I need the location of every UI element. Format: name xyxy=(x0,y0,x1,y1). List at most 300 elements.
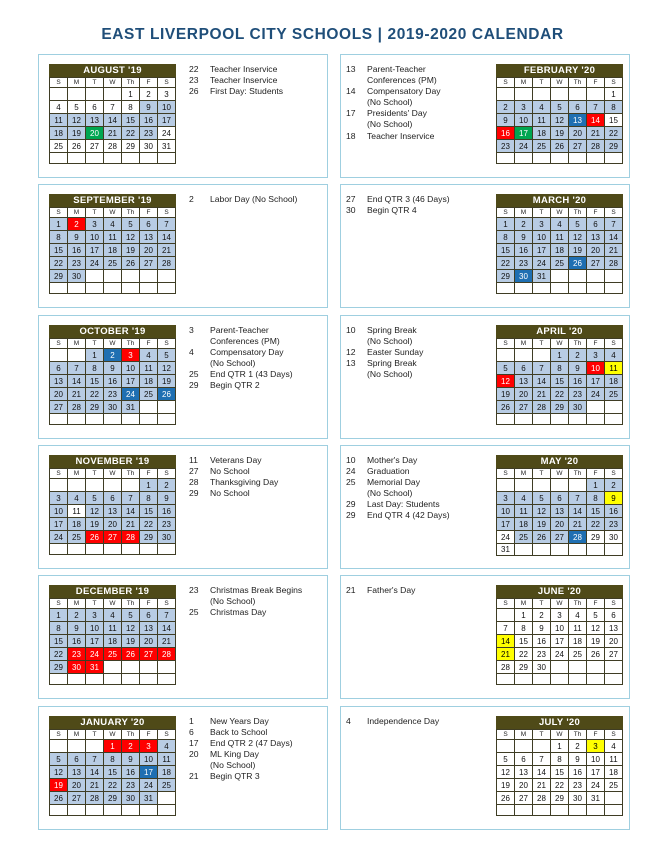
event-note xyxy=(189,771,293,782)
event-date xyxy=(346,119,367,130)
day-cell: 4 xyxy=(569,609,587,622)
day-header: Th xyxy=(122,469,140,479)
day-header: F xyxy=(140,599,158,609)
week-row xyxy=(497,127,623,140)
day-header: W xyxy=(551,339,569,349)
event-text: Teacher Inservice xyxy=(210,75,278,86)
empty-cell xyxy=(122,674,140,685)
week-row xyxy=(497,388,623,401)
event-text: Teacher Inservice xyxy=(210,64,278,74)
day-cell: 6 xyxy=(605,609,623,622)
week-row xyxy=(497,349,623,362)
month-grid xyxy=(49,468,176,555)
day-cell: 25 xyxy=(515,531,533,544)
day-cell: 14 xyxy=(533,766,551,779)
day-cell: 10 xyxy=(551,622,569,635)
right-month-panel xyxy=(340,184,630,308)
day-cell: 19 xyxy=(587,635,605,648)
event-notes xyxy=(189,716,293,783)
day-header: S xyxy=(497,78,515,88)
event-text: No School xyxy=(210,488,250,499)
day-header: S xyxy=(50,78,68,88)
day-cell: 18 xyxy=(515,518,533,531)
event-text: Christmas Break Begins xyxy=(210,585,303,595)
day-header: S xyxy=(497,208,515,218)
day-cell: 17 xyxy=(587,766,605,779)
day-cell: 3 xyxy=(50,492,68,505)
empty-cell xyxy=(533,805,551,816)
empty-cell xyxy=(587,674,605,685)
empty-cell xyxy=(587,153,605,164)
month-grid xyxy=(496,77,623,164)
empty-cell xyxy=(86,153,104,164)
day-cell: 3 xyxy=(587,349,605,362)
day-cell: 26 xyxy=(551,140,569,153)
day-cell: 21 xyxy=(68,388,86,401)
event-date: 22 xyxy=(189,64,199,74)
day-cell: 11 xyxy=(551,231,569,244)
day-cell: 19 xyxy=(50,779,68,792)
day-header-row xyxy=(497,208,623,218)
day-header: T xyxy=(86,730,104,740)
day-cell: 1 xyxy=(122,88,140,101)
day-cell: 15 xyxy=(86,375,104,388)
empty-cell xyxy=(122,661,140,674)
month-title: JULY '20 xyxy=(496,716,623,729)
empty-cell xyxy=(68,349,86,362)
day-cell: 1 xyxy=(587,479,605,492)
day-header: S xyxy=(50,469,68,479)
week-row xyxy=(497,648,623,661)
empty-cell xyxy=(587,270,605,283)
day-cell: 1 xyxy=(50,218,68,231)
empty-cell xyxy=(515,414,533,425)
day-cell: 13 xyxy=(587,231,605,244)
empty-cell xyxy=(158,805,176,816)
day-cell: 20 xyxy=(68,779,86,792)
day-cell: 31 xyxy=(158,140,176,153)
day-cell: 2 xyxy=(569,740,587,753)
event-date: 21 xyxy=(346,585,356,595)
month-title: SEPTEMBER '19 xyxy=(49,194,176,207)
day-cell: 29 xyxy=(551,401,569,414)
event-date: 28 xyxy=(189,477,199,488)
day-header: W xyxy=(551,78,569,88)
calendar-grid xyxy=(38,54,631,830)
empty-cell xyxy=(68,153,86,164)
week-row xyxy=(50,231,176,244)
empty-cell xyxy=(104,153,122,164)
week-row xyxy=(50,505,176,518)
day-cell: 7 xyxy=(122,492,140,505)
day-cell: 24 xyxy=(497,531,515,544)
day-cell: 25 xyxy=(533,140,551,153)
event-note xyxy=(346,499,450,510)
event-note xyxy=(346,585,415,596)
day-cell: 28 xyxy=(158,648,176,661)
day-header: M xyxy=(68,599,86,609)
event-date: 12 xyxy=(346,347,356,358)
month-calendar xyxy=(496,455,623,556)
day-header-row xyxy=(497,469,623,479)
day-cell: 29 xyxy=(587,531,605,544)
month-title: APRIL '20 xyxy=(496,325,623,338)
event-note xyxy=(346,75,441,86)
day-cell: 27 xyxy=(587,257,605,270)
day-cell: 8 xyxy=(515,622,533,635)
event-date: 29 xyxy=(346,499,356,510)
day-cell: 17 xyxy=(515,127,533,140)
day-cell: 23 xyxy=(158,518,176,531)
day-cell: 29 xyxy=(515,661,533,674)
day-cell: 29 xyxy=(50,661,68,674)
day-cell: 23 xyxy=(68,257,86,270)
day-header: S xyxy=(158,78,176,88)
day-cell: 15 xyxy=(50,244,68,257)
empty-cell xyxy=(551,283,569,294)
day-cell: 24 xyxy=(140,779,158,792)
day-cell: 17 xyxy=(140,766,158,779)
empty-cell xyxy=(569,544,587,556)
empty-cell xyxy=(104,283,122,294)
day-cell: 4 xyxy=(158,740,176,753)
day-cell: 16 xyxy=(515,244,533,257)
day-cell: 18 xyxy=(104,244,122,257)
week-row xyxy=(497,766,623,779)
day-cell: 16 xyxy=(497,127,515,140)
day-cell: 6 xyxy=(140,218,158,231)
day-cell: 12 xyxy=(122,622,140,635)
event-date: 11 xyxy=(189,455,198,465)
event-note xyxy=(189,75,283,86)
event-date: 29 xyxy=(189,380,199,391)
day-cell: 30 xyxy=(533,661,551,674)
day-cell: 24 xyxy=(158,127,176,140)
week-row xyxy=(50,648,176,661)
week-row xyxy=(50,257,176,270)
day-header: S xyxy=(605,208,623,218)
day-header: Th xyxy=(569,730,587,740)
empty-cell xyxy=(551,414,569,425)
week-row xyxy=(50,401,176,414)
day-cell: 26 xyxy=(50,792,68,805)
day-cell: 27 xyxy=(104,531,122,544)
empty-cell xyxy=(104,674,122,685)
empty-cell xyxy=(104,414,122,425)
day-cell: 27 xyxy=(551,531,569,544)
day-cell: 1 xyxy=(104,740,122,753)
day-header: W xyxy=(104,208,122,218)
day-cell: 28 xyxy=(605,257,623,270)
empty-cell xyxy=(68,479,86,492)
event-text: Spring Break xyxy=(367,358,417,369)
week-row xyxy=(50,740,176,753)
event-note xyxy=(189,738,293,749)
day-cell: 5 xyxy=(497,753,515,766)
day-cell: 9 xyxy=(104,362,122,375)
event-text: Presidents' Day xyxy=(367,108,427,119)
day-cell: 7 xyxy=(68,362,86,375)
empty-cell xyxy=(140,283,158,294)
day-cell: 21 xyxy=(158,635,176,648)
day-header: Th xyxy=(122,730,140,740)
empty-cell xyxy=(605,661,623,674)
day-cell: 13 xyxy=(551,505,569,518)
event-note xyxy=(346,510,450,521)
empty-cell xyxy=(86,270,104,283)
day-cell: 28 xyxy=(86,792,104,805)
day-cell: 10 xyxy=(515,114,533,127)
empty-cell xyxy=(140,153,158,164)
empty-cell xyxy=(551,805,569,816)
day-cell: 9 xyxy=(140,101,158,114)
day-cell: 20 xyxy=(86,127,104,140)
day-header: S xyxy=(158,469,176,479)
event-date: 14 xyxy=(346,86,356,97)
day-cell: 2 xyxy=(497,101,515,114)
day-cell: 17 xyxy=(86,244,104,257)
day-cell: 13 xyxy=(515,375,533,388)
day-cell: 21 xyxy=(533,388,551,401)
event-note xyxy=(346,455,450,466)
day-cell: 9 xyxy=(515,231,533,244)
day-cell: 9 xyxy=(497,114,515,127)
day-cell: 26 xyxy=(497,792,515,805)
day-cell: 22 xyxy=(50,257,68,270)
day-cell: 13 xyxy=(515,766,533,779)
empty-cell xyxy=(533,88,551,101)
day-cell: 5 xyxy=(86,492,104,505)
empty-cell xyxy=(533,414,551,425)
event-date xyxy=(189,760,210,771)
day-cell: 20 xyxy=(587,244,605,257)
empty-cell xyxy=(569,674,587,685)
week-row xyxy=(497,753,623,766)
empty-cell xyxy=(533,674,551,685)
day-cell: 9 xyxy=(68,231,86,244)
event-text: Veterans Day xyxy=(210,455,262,465)
empty-cell xyxy=(86,674,104,685)
day-cell: 18 xyxy=(533,127,551,140)
event-text: Compensatory Day xyxy=(210,347,284,358)
empty-cell xyxy=(533,479,551,492)
event-note xyxy=(346,347,423,358)
day-cell: 10 xyxy=(50,505,68,518)
day-cell: 17 xyxy=(122,375,140,388)
event-notes xyxy=(189,585,302,618)
day-header: Th xyxy=(569,208,587,218)
day-header: F xyxy=(587,339,605,349)
day-cell: 14 xyxy=(68,375,86,388)
month-title: NOVEMBER '19 xyxy=(49,455,176,468)
week-row xyxy=(50,375,176,388)
day-cell: 14 xyxy=(587,114,605,127)
day-cell: 4 xyxy=(551,218,569,231)
month-grid xyxy=(49,77,176,164)
day-cell: 3 xyxy=(497,492,515,505)
day-cell: 22 xyxy=(551,779,569,792)
day-cell: 6 xyxy=(140,609,158,622)
event-date: 26 xyxy=(189,86,199,97)
day-cell: 6 xyxy=(68,753,86,766)
event-date: 4 xyxy=(189,347,194,358)
empty-cell xyxy=(497,740,515,753)
day-cell: 14 xyxy=(122,505,140,518)
empty-cell xyxy=(551,674,569,685)
event-date: 4 xyxy=(346,716,351,726)
event-text: Conferences (PM) xyxy=(210,336,280,347)
day-cell: 23 xyxy=(497,140,515,153)
day-header: Th xyxy=(122,208,140,218)
day-cell: 24 xyxy=(587,779,605,792)
month-grid xyxy=(496,338,623,425)
empty-cell xyxy=(158,661,176,674)
event-note xyxy=(346,205,450,216)
empty-cell xyxy=(497,479,515,492)
week-row xyxy=(497,244,623,257)
day-cell: 10 xyxy=(140,753,158,766)
day-header: Th xyxy=(569,78,587,88)
week-row xyxy=(50,674,176,685)
day-header: W xyxy=(104,469,122,479)
event-note xyxy=(189,86,283,97)
day-cell: 7 xyxy=(497,622,515,635)
day-cell: 12 xyxy=(68,114,86,127)
day-cell: 20 xyxy=(551,518,569,531)
empty-cell xyxy=(515,349,533,362)
day-header-row xyxy=(497,599,623,609)
day-cell: 30 xyxy=(104,401,122,414)
day-cell: 19 xyxy=(533,518,551,531)
day-cell: 3 xyxy=(86,218,104,231)
day-cell: 2 xyxy=(140,88,158,101)
day-header: F xyxy=(587,208,605,218)
day-cell: 23 xyxy=(569,388,587,401)
week-row xyxy=(50,779,176,792)
day-header: W xyxy=(551,469,569,479)
event-note xyxy=(189,347,293,358)
day-cell: 15 xyxy=(140,505,158,518)
empty-cell xyxy=(68,88,86,101)
day-header: M xyxy=(515,78,533,88)
week-row xyxy=(497,792,623,805)
month-title: AUGUST '19 xyxy=(49,64,176,77)
event-note xyxy=(346,369,423,380)
month-grid xyxy=(496,729,623,816)
day-cell: 9 xyxy=(68,622,86,635)
day-cell: 30 xyxy=(515,270,533,283)
week-row xyxy=(497,401,623,414)
day-cell: 18 xyxy=(140,375,158,388)
empty-cell xyxy=(50,740,68,753)
week-row xyxy=(50,753,176,766)
week-row xyxy=(50,114,176,127)
day-cell: 4 xyxy=(104,218,122,231)
day-header: M xyxy=(515,730,533,740)
event-text: Mother's Day xyxy=(367,455,418,465)
empty-cell xyxy=(122,283,140,294)
day-cell: 4 xyxy=(605,349,623,362)
day-header: S xyxy=(497,339,515,349)
day-cell: 2 xyxy=(569,349,587,362)
day-header-row xyxy=(50,78,176,88)
week-row xyxy=(497,609,623,622)
event-text: Parent-Teacher xyxy=(210,325,269,335)
event-text: (No School) xyxy=(210,760,256,771)
day-cell: 27 xyxy=(68,792,86,805)
empty-cell xyxy=(515,544,533,556)
day-cell: 10 xyxy=(587,362,605,375)
week-row xyxy=(497,492,623,505)
day-cell: 22 xyxy=(587,518,605,531)
day-cell: 23 xyxy=(140,127,158,140)
empty-cell xyxy=(140,661,158,674)
empty-cell xyxy=(158,153,176,164)
month-grid xyxy=(496,207,623,294)
day-cell: 24 xyxy=(86,648,104,661)
day-cell: 22 xyxy=(86,388,104,401)
empty-cell xyxy=(551,270,569,283)
month-calendar xyxy=(49,325,176,425)
empty-cell xyxy=(515,153,533,164)
day-cell: 6 xyxy=(569,101,587,114)
day-cell: 18 xyxy=(551,244,569,257)
day-cell: 1 xyxy=(551,740,569,753)
week-row xyxy=(50,531,176,544)
day-cell: 16 xyxy=(569,766,587,779)
day-cell: 9 xyxy=(158,492,176,505)
day-cell: 11 xyxy=(104,622,122,635)
day-header: F xyxy=(587,599,605,609)
day-cell: 25 xyxy=(569,648,587,661)
day-cell: 5 xyxy=(533,492,551,505)
day-cell: 2 xyxy=(533,609,551,622)
week-row xyxy=(497,375,623,388)
day-cell: 31 xyxy=(587,792,605,805)
day-cell: 8 xyxy=(104,753,122,766)
empty-cell xyxy=(68,740,86,753)
event-date: 23 xyxy=(189,75,199,86)
day-cell: 3 xyxy=(140,740,158,753)
event-text: Father's Day xyxy=(367,585,416,595)
day-cell: 11 xyxy=(605,753,623,766)
empty-cell xyxy=(497,349,515,362)
day-cell: 12 xyxy=(50,766,68,779)
day-cell: 28 xyxy=(587,140,605,153)
day-cell: 25 xyxy=(104,257,122,270)
empty-cell xyxy=(104,479,122,492)
right-month-panel xyxy=(340,706,630,830)
day-cell: 17 xyxy=(497,518,515,531)
event-note xyxy=(346,477,450,488)
empty-cell xyxy=(104,270,122,283)
empty-cell xyxy=(497,88,515,101)
month-calendar xyxy=(496,716,623,816)
empty-cell xyxy=(122,479,140,492)
event-text: Memorial Day xyxy=(367,477,421,488)
event-note xyxy=(189,64,283,75)
event-text: Christmas Day xyxy=(210,607,267,618)
day-header: S xyxy=(158,599,176,609)
day-cell: 13 xyxy=(605,622,623,635)
day-header: S xyxy=(50,339,68,349)
day-cell: 23 xyxy=(569,779,587,792)
right-month-panel xyxy=(340,54,630,178)
day-cell: 20 xyxy=(50,388,68,401)
day-cell: 29 xyxy=(122,140,140,153)
day-cell: 6 xyxy=(50,362,68,375)
day-cell: 30 xyxy=(68,270,86,283)
